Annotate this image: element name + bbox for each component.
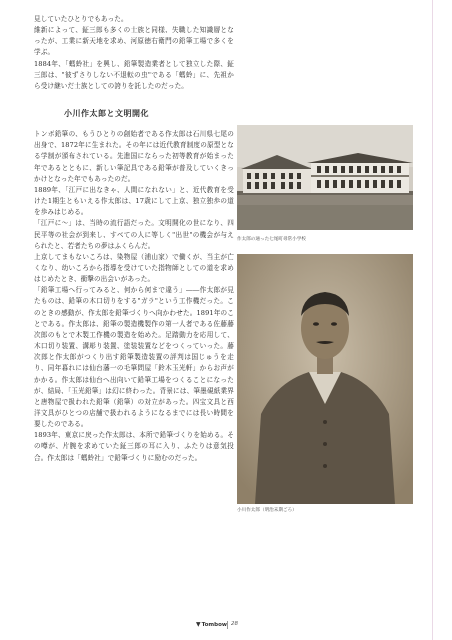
paragraph: 「江戸に〜」は、当時の流行語だった。文明開化の世になり、四民平等の社会が到来し、すべての人に等しく"出世"の機会が与えられたと、若者たちの夢はふくらんだ。 bbox=[34, 219, 234, 250]
portrait-image bbox=[237, 254, 413, 504]
portrait-photo bbox=[237, 254, 413, 504]
dragonfly-icon: ▼ bbox=[196, 621, 201, 628]
body-text-column bbox=[34, 14, 234, 464]
school-photo-caption: 作太郎の通った七尾町尋常小学校 bbox=[237, 237, 306, 242]
brand-logo bbox=[196, 621, 227, 628]
page-edge-rule bbox=[432, 0, 433, 640]
portrait-photo-caption: 小川作太郎（明治末期ごろ） bbox=[237, 508, 297, 513]
paragraph: 維新によって、鉦三郎も多くの士族と同様、失職した知識層となったが、工業に新天地を求め、河原徳右衛門の鉛筆工場で多くを学ぶ。 bbox=[34, 26, 234, 57]
paragraph: 1893年、東京に戻った作太郎は、本所で鉛筆づくりを始める。その噂が、片腕を求めていた鉦三郎の耳に入り、ふたりは意気投合。作太郎は「螞蛉社」で鉛筆づくりに励むのだった。 bbox=[34, 431, 234, 462]
brand-name: Tombow bbox=[201, 622, 227, 628]
paragraph: 上京してまもないころは、染物屋（浦山家）で働くが、当主が亡くなり、幼いころから指導を受けていた指物師としての道を求めはじめたとき、衝撃の出会いがあった。 bbox=[34, 252, 234, 284]
paragraph: 見していたひとりでもあった。 bbox=[34, 15, 128, 23]
paragraph: トンボ鉛筆の、もうひとりの創始者である作太郎は石川県七尾の出身で、1872年に生まれた。その年には近代教育制度の原型となる学制が頒布されている。先進国にならった初等教育が始まった年であるとともに、新しい筆記具である鉛筆が普及していくきっかけとなった年でもあったのだ。 bbox=[34, 130, 234, 183]
school-photo bbox=[237, 125, 413, 230]
section-heading: 小川作太郎と文明開化 bbox=[64, 109, 149, 119]
footer-divider bbox=[227, 621, 228, 629]
paragraph: 「鉛筆工場へ行ってみると、何から何まで違う」――作太郎が見たものは、鉛筆の木口切りをする"ガラ"という工作機だった。このときの感動が、作太郎を鉛筆づくりへ向かわせた。1891年のことである。作太郎は、鉛筆の製造機製作の第一人者である佐藤藤次郎のもとで木製工作機の製造を始めた。足踏動力を応用して、木口切り装置、溝彫り装置、塗装装置などをつくっていった。藤次郎と作太郎がつくり出す鉛筆製造装置の評判は国じゅうを走り、同年暮れには仙台藩一の毛筆問屋「鈴木玉光軒」からお声がかかる。作太郎は仙台へ出向いて鉛筆工場をつくることになったが、結局、「玉光鉛筆」は幻に終わった。背景には、筆墨硯紙業界と唐物屋で扱われた鉛筆（鉛筆）の対立があった。四宝文具と西洋文具がひとつの店舗で扱われるようになるまでには長い時間を要したのである。 bbox=[34, 286, 234, 429]
paragraph: 1889年、「江戸に出なきゃ、人間になれない」と、近代教育を受けた1期生ともいえる作太郎は、17歳にして上京、独立独歩の道を歩みはじめる。 bbox=[34, 185, 234, 217]
school-building-image bbox=[237, 125, 413, 230]
page-number: 28 bbox=[231, 621, 238, 627]
paragraph: 1884年、「螞蛉社」を興し、鉛筆製造業者として独立した際、鉦三郎は、"彼ずさりしない不退転の虫"である「螞蛉」に、先祖から受け継いだ士族としての誇りを託したのだった。 bbox=[34, 59, 234, 90]
